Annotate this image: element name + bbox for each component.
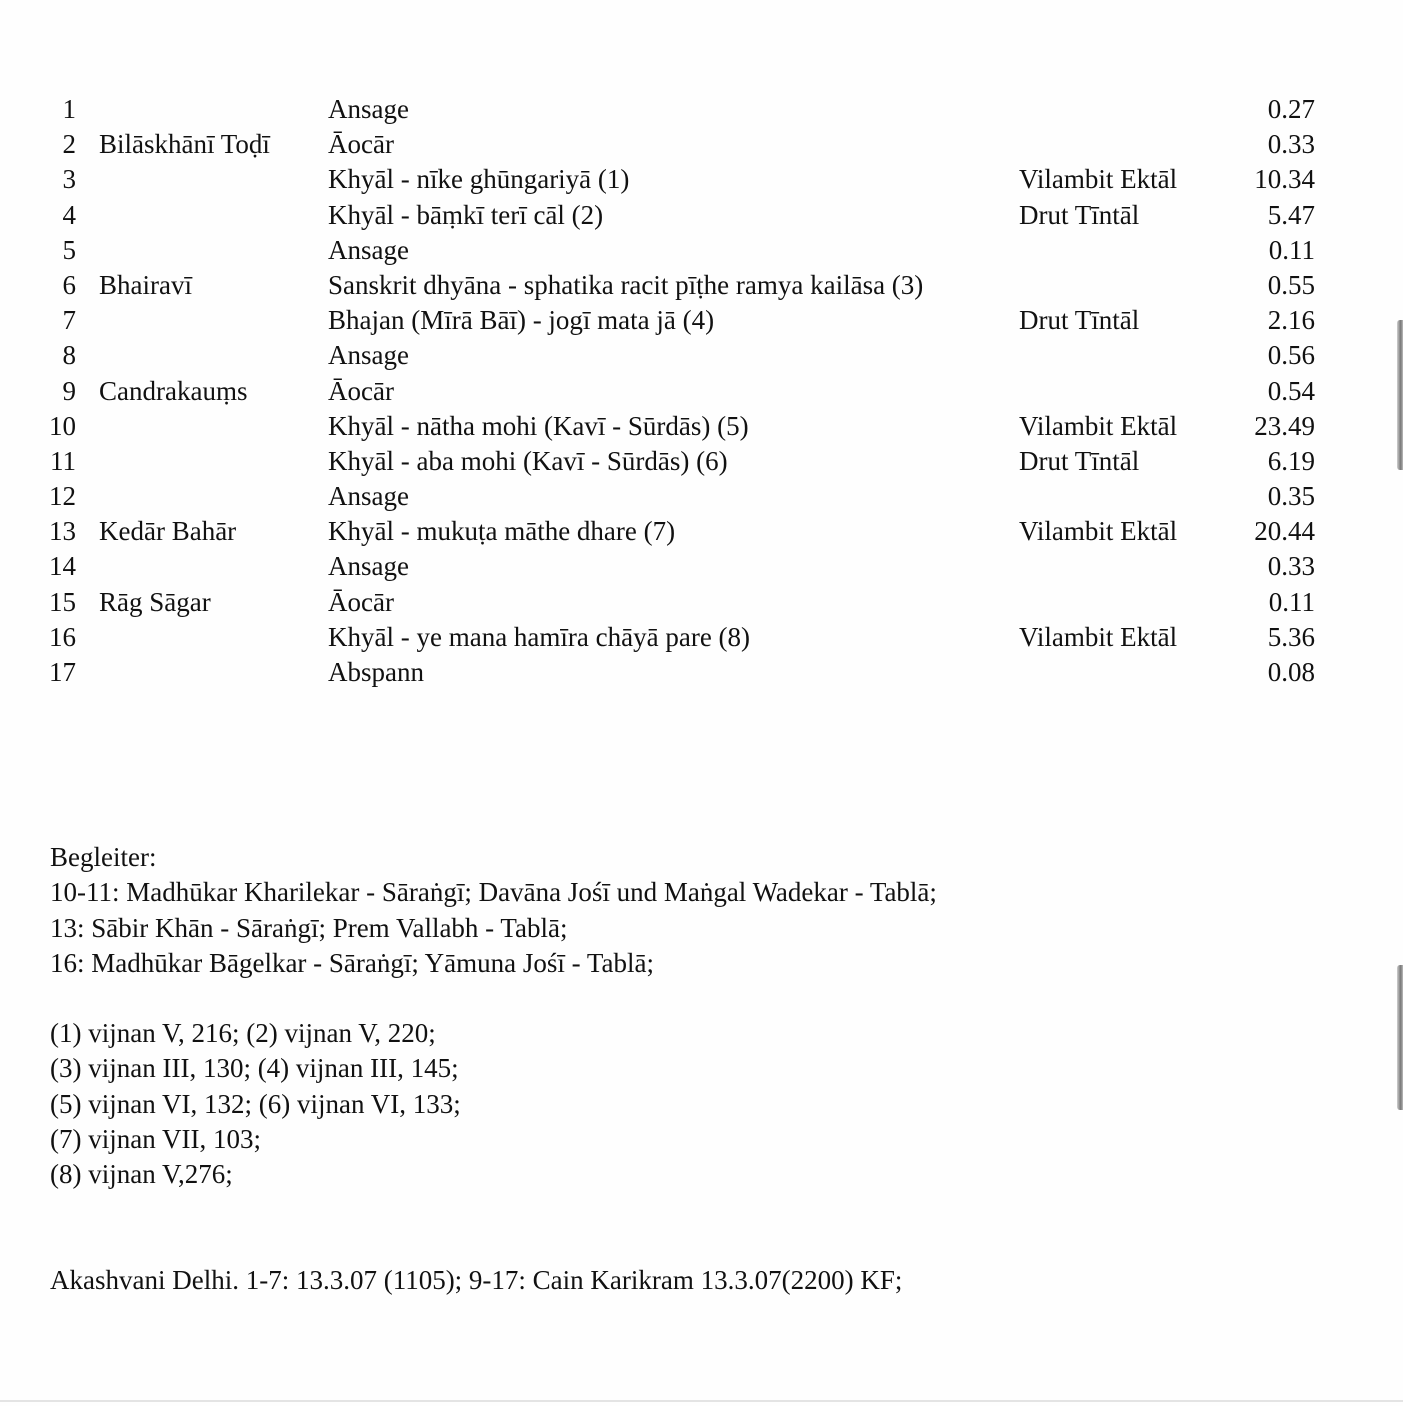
scan-bottom-edge: [0, 1400, 1403, 1402]
track-title: Ansage: [328, 481, 409, 512]
track-row: [0, 338, 1403, 373]
raga-name: Kedār Bahār: [99, 516, 237, 547]
track-row: [0, 444, 1403, 479]
track-duration: 2.16: [1267, 305, 1315, 336]
track-row: [0, 198, 1403, 233]
track-number: 12: [49, 481, 76, 512]
track-number: 5: [62, 234, 76, 265]
track-duration: 0.54: [1267, 375, 1315, 406]
track-number: 6: [62, 269, 76, 300]
track-duration: 0.11: [1268, 234, 1315, 265]
references-section: [50, 1016, 461, 1192]
reference-line: (3) vijnan III, 130; (4) vijnan III, 145;: [50, 1053, 459, 1084]
track-number: 3: [62, 164, 76, 195]
track-number: 1: [62, 94, 76, 124]
track-duration: 0.56: [1267, 340, 1315, 371]
accompanist-line: 16: Madhūkar Bāgelkar - Sāraṅgī; Yāmuna Jośī - Tablā;: [50, 947, 654, 978]
track-row: [0, 620, 1403, 655]
track-number: 4: [62, 199, 76, 230]
track-duration: 10.34: [1254, 164, 1315, 195]
track-row: [0, 92, 1403, 127]
tala-name: Drut Tīntāl: [1019, 199, 1140, 230]
track-title: Khyāl - ye mana hamīra chāyā pare (8): [328, 621, 751, 652]
track-duration: 0.27: [1267, 94, 1315, 124]
track-title: Khyāl - aba mohi (Kavī - Sūrdās) (6): [328, 445, 728, 476]
track-duration: 5.36: [1267, 621, 1315, 652]
track-row: [0, 514, 1403, 549]
track-row: [0, 127, 1403, 162]
track-duration: 0.11: [1268, 586, 1315, 617]
tala-name: Vilambit Ektāl: [1019, 516, 1178, 547]
track-number: 15: [49, 586, 76, 617]
raga-name: Bhairavī: [99, 269, 192, 300]
track-number: 13: [49, 516, 76, 547]
track-title: Ansage: [328, 234, 409, 265]
track-duration: 0.55: [1267, 269, 1315, 300]
track-row: [0, 479, 1403, 514]
scan-edge-shadow: [1397, 320, 1403, 470]
track-number: 14: [49, 551, 76, 582]
track-duration: 0.08: [1267, 657, 1315, 687]
reference-line: (1) vijnan V, 216; (2) vijnan V, 220;: [50, 1018, 436, 1048]
track-row: [0, 585, 1403, 620]
tala-name: Vilambit Ektāl: [1019, 621, 1178, 652]
raga-name: Candrakauṃs: [99, 375, 248, 406]
track-title: Khyāl - mukuṭa māthe dhare (7): [328, 516, 676, 547]
track-number: 10: [49, 410, 76, 441]
accompanists-heading: Begleiter:: [50, 842, 157, 872]
track-title: Ansage: [328, 551, 409, 582]
track-number: 16: [49, 621, 76, 652]
track-row: [0, 655, 1403, 690]
track-number: 8: [62, 340, 76, 371]
recording-source: Akashvani Delhi. 1-7: 13.3.07 (1105); 9-17: Cain Karikram 13.3.07(2200) KF;: [50, 1265, 903, 1295]
accompanist-line: 13: Sābir Khān - Sāraṅgī; Prem Vallabh - Tablā;: [50, 912, 568, 943]
track-duration: 0.35: [1267, 481, 1315, 512]
track-row: [0, 374, 1403, 409]
tala-name: Vilambit Ektāl: [1019, 410, 1178, 441]
track-title: Ansage: [328, 94, 409, 124]
track-number: 11: [50, 445, 76, 476]
track-duration: 23.49: [1254, 410, 1315, 441]
track-number: 2: [62, 129, 76, 160]
accompanist-line: 10-11: Madhūkar Kharilekar - Sāraṅgī; Davāna Jośī und Maṅgal Wadekar - Tablā;: [50, 877, 937, 908]
reference-line: (7) vijnan VII, 103;: [50, 1123, 261, 1154]
track-title: Āocār: [328, 586, 394, 617]
reference-line: (8) vijnan V,276;: [50, 1159, 233, 1190]
accompanists-section: [50, 840, 937, 981]
tala-name: Vilambit Ektāl: [1019, 164, 1178, 195]
track-duration: 20.44: [1254, 516, 1315, 547]
track-title: Bhajan (Mīrā Bāī) - jogī mata jā (4): [328, 305, 715, 336]
track-row: [0, 409, 1403, 444]
raga-name: Rāg Sāgar: [99, 586, 211, 617]
track-duration: 6.19: [1267, 445, 1315, 476]
track-row: [0, 233, 1403, 268]
track-list: [0, 92, 1403, 690]
track-title: Āocār: [328, 129, 394, 160]
track-title: Khyāl - nātha mohi (Kavī - Sūrdās) (5): [328, 410, 749, 441]
reference-line: (5) vijnan VI, 132; (6) vijnan VI, 133;: [50, 1088, 461, 1119]
track-title: Abspann: [328, 657, 424, 687]
track-number: 7: [62, 305, 76, 336]
track-row: [0, 162, 1403, 197]
track-number: 17: [49, 657, 76, 687]
raga-name: Bilāskhānī Toḍī: [99, 129, 270, 160]
track-duration: 0.33: [1267, 129, 1315, 160]
track-row: [0, 268, 1403, 303]
track-row: [0, 303, 1403, 338]
track-title: Khyāl - nīke ghūngariyā (1): [328, 164, 630, 195]
track-title: Ansage: [328, 340, 409, 371]
track-duration: 0.33: [1267, 551, 1315, 582]
track-duration: 5.47: [1267, 199, 1315, 230]
track-row: [0, 549, 1403, 584]
tala-name: Drut Tīntāl: [1019, 445, 1140, 476]
track-title: Khyāl - bāṃkī terī cāl (2): [328, 199, 604, 230]
track-title: Āocār: [328, 375, 394, 406]
track-title: Sanskrit dhyāna - sphatika racit pīṭhe ramya kailāsa (3): [328, 269, 924, 300]
scan-edge-shadow: [1397, 965, 1403, 1110]
track-number: 9: [62, 375, 76, 406]
tala-name: Drut Tīntāl: [1019, 305, 1140, 336]
